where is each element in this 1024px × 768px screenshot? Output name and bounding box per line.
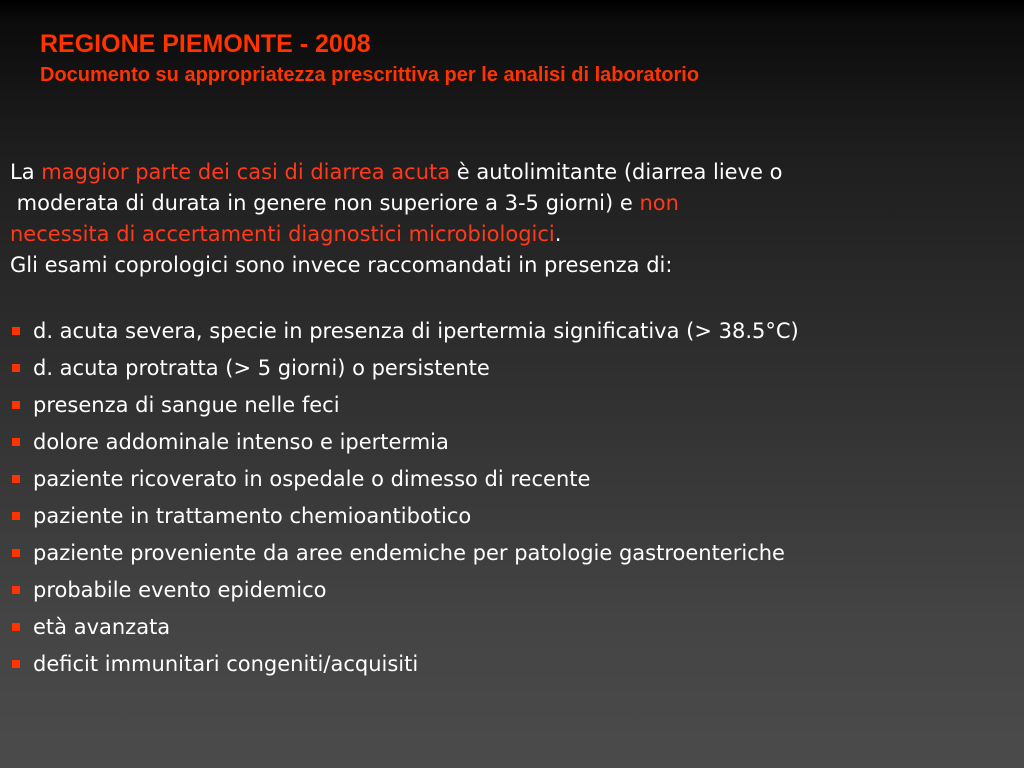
intro-text: . bbox=[554, 222, 562, 246]
square-bullet-icon bbox=[12, 512, 20, 520]
bullet-list bbox=[10, 312, 1010, 682]
list-item bbox=[10, 645, 1010, 682]
bullet-text: d. acuta severa, specie in presenza di ipertermia significativa (> 38.5°C) bbox=[33, 318, 799, 343]
list-item bbox=[10, 386, 1010, 423]
bullet-text: deficit immunitari congeniti/acquisiti bbox=[33, 651, 419, 676]
square-bullet-icon bbox=[12, 623, 20, 631]
bullet-text: paziente in trattamento chemioantibotico bbox=[33, 503, 472, 528]
square-bullet-icon bbox=[12, 401, 20, 409]
list-item bbox=[10, 571, 1010, 608]
bullet-text: paziente ricoverato in ospedale o dimesso di recente bbox=[33, 466, 591, 491]
square-bullet-icon bbox=[12, 364, 20, 372]
bullet-text: dolore addominale intenso e ipertermia bbox=[33, 429, 449, 454]
intro-highlight: non bbox=[639, 191, 679, 215]
list-item bbox=[10, 534, 1010, 571]
intro-text: moderata di durata in genere non superiore a 3-5 giorni) e bbox=[10, 191, 640, 215]
intro-line-4: Gli esami coprologici sono invece raccomandati in presenza di: bbox=[10, 253, 673, 277]
intro-paragraph bbox=[10, 157, 1010, 281]
title-heading: REGIONE PIEMONTE - 2008 bbox=[40, 30, 371, 58]
intro-text: è autolimitante (diarrea lieve o bbox=[450, 160, 783, 184]
list-item bbox=[10, 497, 1010, 534]
bullet-text: presenza di sangue nelle feci bbox=[33, 392, 340, 417]
list-item bbox=[10, 460, 1010, 497]
bullet-text: d. acuta protratta (> 5 giorni) o persistente bbox=[33, 355, 490, 380]
square-bullet-icon bbox=[12, 660, 20, 668]
square-bullet-icon bbox=[12, 549, 20, 557]
bullet-text: probabile evento epidemico bbox=[33, 577, 327, 602]
square-bullet-icon bbox=[12, 475, 20, 483]
list-item bbox=[10, 349, 1010, 386]
square-bullet-icon bbox=[12, 438, 20, 446]
intro-line-2 bbox=[10, 188, 1010, 219]
intro-highlight: necessita di accertamenti diagnostici microbiologici bbox=[10, 222, 555, 246]
list-item bbox=[10, 312, 1010, 349]
slide-title bbox=[40, 28, 1000, 90]
title-subheading: Documento su appropriatezza prescrittiva per le analisi di laboratorio bbox=[40, 64, 700, 86]
intro-line-1 bbox=[10, 157, 1010, 188]
square-bullet-icon bbox=[12, 327, 20, 335]
list-item bbox=[10, 423, 1010, 460]
bullet-text: età avanzata bbox=[33, 614, 171, 639]
intro-text: La bbox=[10, 160, 42, 184]
square-bullet-icon bbox=[12, 586, 20, 594]
list-item bbox=[10, 608, 1010, 645]
bullet-text: paziente proveniente da aree endemiche per patologie gastroenteriche bbox=[33, 540, 785, 565]
intro-highlight: maggior parte dei casi di diarrea acuta bbox=[41, 160, 451, 184]
intro-line-3 bbox=[10, 219, 1010, 250]
